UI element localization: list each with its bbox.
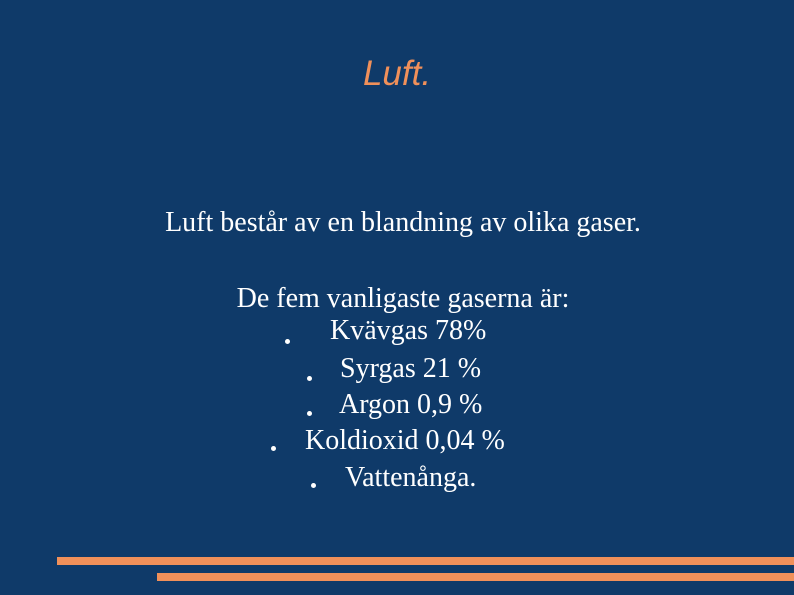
decorative-bar-top (57, 557, 794, 565)
list-item-label: Argon 0,9 % (339, 389, 483, 420)
bullet-icon (271, 446, 276, 451)
intro-text: Luft består av en blandning av olika gaser. (165, 207, 641, 238)
decorative-bar-bottom (157, 573, 794, 581)
list-heading: De fem vanligaste gaserna är: (236, 283, 570, 314)
bullet-icon (307, 411, 312, 416)
slide-title: Luft. (362, 54, 432, 93)
bullet-icon (285, 339, 290, 344)
list-item-label: Kvävgas 78% (330, 315, 487, 346)
list-item-label: Koldioxid 0,04 % (305, 425, 505, 456)
bullet-icon (307, 376, 312, 381)
bullet-icon (311, 483, 316, 488)
list-item-label: Vattenånga. (345, 462, 477, 493)
list-item-label: Syrgas 21 % (340, 353, 482, 384)
